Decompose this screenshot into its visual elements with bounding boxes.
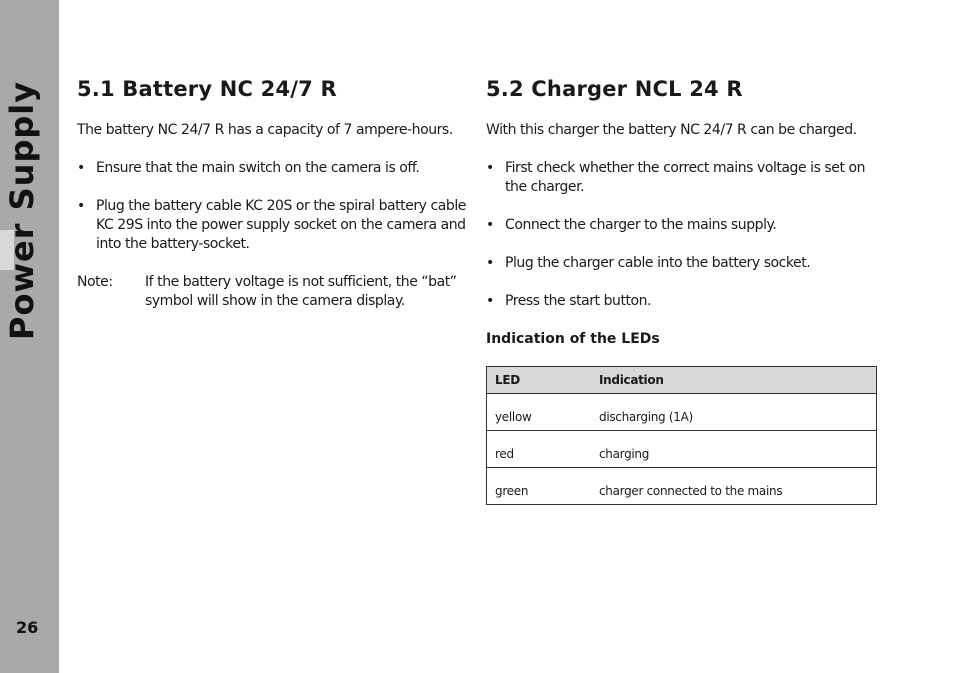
table-row	[487, 394, 877, 431]
charger-intro: With this charger the battery NC 24/7 R can be charged.	[486, 122, 857, 138]
table-header-row	[487, 367, 877, 394]
battery-heading: 5.1 Battery NC 24/7 R	[77, 77, 337, 101]
list-item-text: First check whether the correct mains voltage is set on the charger.	[505, 160, 866, 195]
table-header-indication: Indication	[591, 367, 877, 394]
left-column	[77, 76, 469, 311]
list-item-text: Plug the charger cable into the battery socket.	[505, 255, 811, 271]
note-label: Note:	[77, 274, 113, 290]
right-column	[486, 76, 881, 505]
table-cell-led: yellow	[487, 394, 592, 431]
battery-bullet-list	[77, 159, 469, 254]
list-item	[77, 159, 469, 178]
bullet-icon: •	[486, 160, 494, 176]
note-text: If the battery voltage is not sufficient, the “bat” symbol will show in the camera display.	[145, 274, 457, 309]
list-item	[486, 216, 881, 235]
led-table	[486, 366, 877, 505]
sidebar	[0, 0, 59, 673]
list-item	[486, 292, 881, 311]
table-row	[487, 468, 877, 505]
led-subheading: Indication of the LEDs	[486, 331, 660, 347]
table-cell-indication: discharging (1A)	[591, 394, 877, 431]
list-item-text: Plug the battery cable KC 20S or the spiral battery cable KC 29S into the power supply socket on the camera and into the battery-socket.	[96, 198, 466, 252]
table-header-led: LED	[487, 367, 592, 394]
table-cell-led: green	[487, 468, 592, 505]
list-item-text: Connect the charger to the mains supply.	[505, 217, 777, 233]
page-number: 26	[16, 618, 39, 637]
charger-bullet-list	[486, 159, 881, 311]
bullet-icon: •	[486, 293, 494, 309]
list-item	[486, 254, 881, 273]
battery-intro: The battery NC 24/7 R has a capacity of 7 ampere-hours.	[77, 122, 453, 138]
table-cell-indication: charging	[591, 431, 877, 468]
bullet-icon: •	[77, 198, 85, 214]
list-item	[486, 159, 881, 197]
table-row	[487, 431, 877, 468]
bullet-icon: •	[486, 255, 494, 271]
charger-heading: 5.2 Charger NCL 24 R	[486, 77, 743, 101]
list-item	[77, 197, 469, 254]
list-item-text: Ensure that the main switch on the camera is off.	[96, 160, 420, 176]
table-cell-indication: charger connected to the mains	[591, 468, 877, 505]
list-item-text: Press the start button.	[505, 293, 652, 309]
battery-note	[77, 273, 469, 311]
table-cell-led: red	[487, 431, 592, 468]
section-title: Power Supply	[3, 80, 41, 340]
bullet-icon: •	[486, 217, 494, 233]
bullet-icon: •	[77, 160, 85, 176]
